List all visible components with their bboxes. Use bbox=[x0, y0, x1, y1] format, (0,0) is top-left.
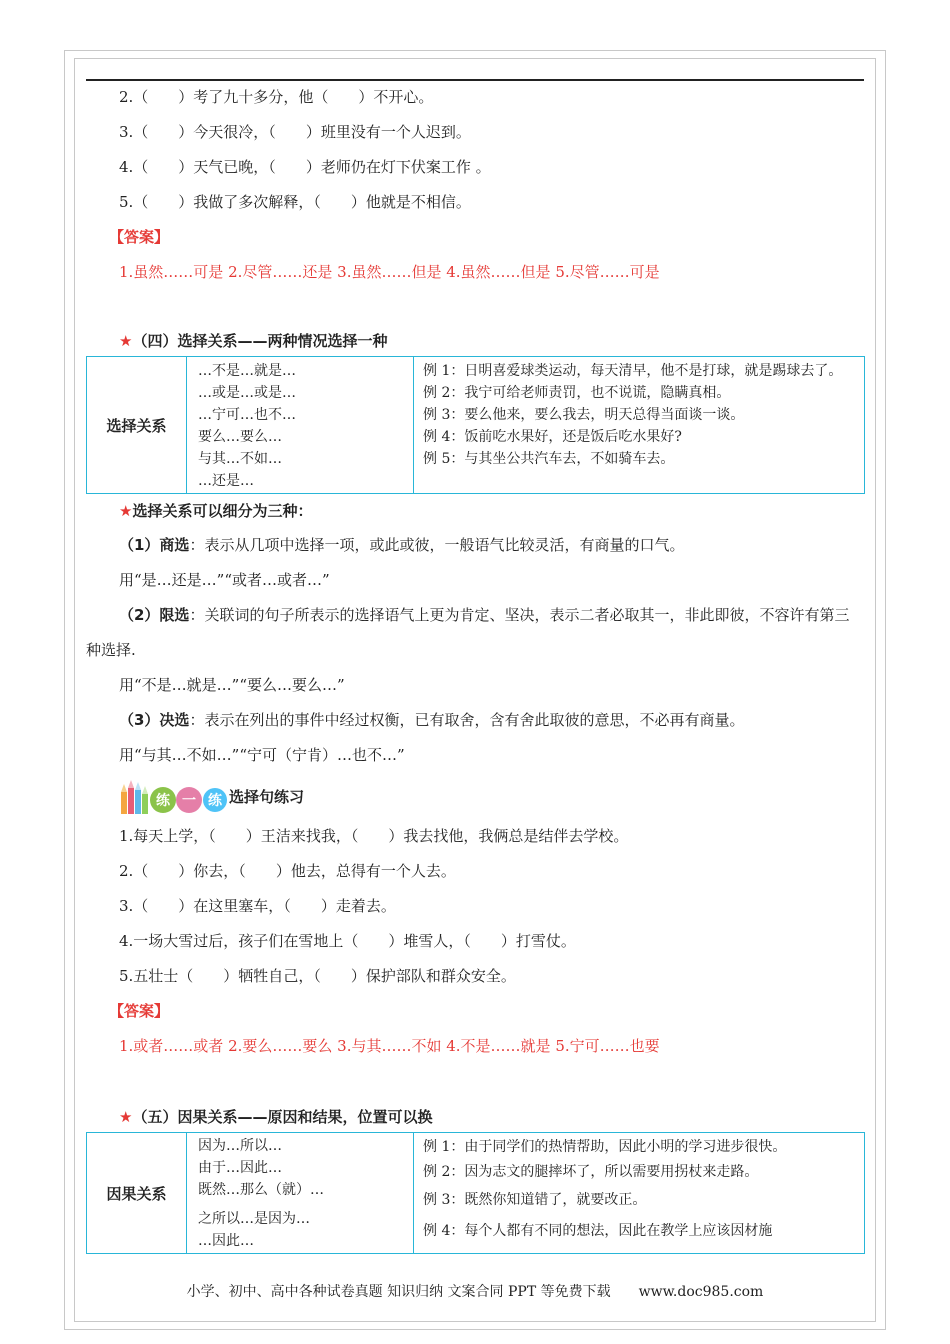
choice-type-desc: ：表示从几项中选择一项，或此或彼，一般语气比较灵活，有商量的口气。 bbox=[189, 536, 685, 554]
answer-text: 1.虽然……可是 2.尽管……还是 3.虽然……但是 4.虽然……但是 5.尽管……可是 bbox=[119, 263, 660, 281]
choice-type-head: （2）限选 bbox=[119, 606, 190, 624]
section-heading-text: （四）选择关系——两种情况选择一种 bbox=[132, 332, 388, 350]
pattern-cell bbox=[187, 357, 414, 494]
example-item: 例 1：由于同学们的热情帮助，因此小明的学习进步很快。 bbox=[423, 1139, 787, 1155]
exercise-item: 2.（ ）你去，（ ）他去，总得有一个人去。 bbox=[119, 862, 456, 880]
answer-label: 【答案】 bbox=[109, 228, 170, 246]
pattern-item: …或是…或是… bbox=[198, 385, 296, 401]
relation-label: 选择关系 bbox=[87, 357, 187, 494]
badge-char: 一 bbox=[182, 793, 196, 809]
example-item: 例 5：与其坐公共汽车去，不如骑车去。 bbox=[423, 451, 675, 467]
section-heading-text: （五）因果关系——原因和结果，位置可以换 bbox=[132, 1108, 433, 1126]
badge-char: 练 bbox=[156, 793, 170, 809]
choice-type-2 bbox=[86, 598, 864, 668]
pencil-cup-icon bbox=[121, 780, 148, 814]
pattern-item: 由于…因此… bbox=[198, 1160, 282, 1176]
answer-text: 1.或者……或者 2.要么……要么 3.与其……不如 4.不是……就是 5.宁可……也要 bbox=[119, 1037, 660, 1055]
example-item: 例 3：要么他来，要么我去，明天总得当面谈一谈。 bbox=[423, 407, 745, 423]
practice-title: 选择句练习 bbox=[229, 787, 305, 806]
exercise-item: 4.（ ）天气已晚，（ ）老师仍在灯下伏案工作 。 bbox=[119, 158, 491, 176]
pattern-item: …不是…就是… bbox=[198, 363, 296, 379]
pattern-item: …因此… bbox=[198, 1233, 254, 1249]
pattern-item: 既然…那么（就）… bbox=[198, 1182, 324, 1198]
practice-header bbox=[86, 773, 864, 819]
exercise-item: 3.（ ）今天很冷，（ ）班里没有一个人迟到。 bbox=[119, 123, 471, 141]
exercise-item: 5.五壮士（ ）牺牲自己，（ ）保护部队和群众安全。 bbox=[119, 967, 516, 985]
exercise-item: 5.（ ）我做了多次解释，（ ）他就是不相信。 bbox=[119, 193, 471, 211]
document-body bbox=[86, 80, 864, 1254]
pattern-cell bbox=[187, 1133, 414, 1254]
practice-badge bbox=[119, 776, 227, 816]
pattern-item: …还是… bbox=[198, 473, 254, 489]
pattern-item: …宁可…也不… bbox=[198, 407, 296, 423]
star-icon: ★ bbox=[119, 1108, 133, 1126]
pattern-item: 因为…所以… bbox=[198, 1138, 282, 1154]
section-heading-choice bbox=[86, 326, 864, 356]
choice-type-head: （1）商选 bbox=[119, 536, 190, 554]
choice-exercise-list bbox=[86, 819, 864, 994]
relation-label: 因果关系 bbox=[87, 1133, 187, 1254]
example-item: 例 4：每个人都有不同的想法，因此在教学上应该因材施 bbox=[423, 1223, 773, 1239]
subdivide-text: 选择关系可以细分为三种： bbox=[132, 502, 313, 520]
choice-type-desc: ：表示在列出的事件中经过权衡，已有取舍，含有舍此取彼的意思，不必再有商量。 bbox=[189, 711, 745, 729]
example-cell bbox=[414, 357, 865, 494]
example-item: 例 1：日明喜爱球类运动，每天清早，他不是打球，就是踢球去了。 bbox=[423, 363, 843, 379]
pattern-item: 要么…要么… bbox=[198, 429, 282, 445]
choice-type-3 bbox=[86, 703, 864, 738]
choice-type-usage: 用“是…还是…”“或者…或者…” bbox=[119, 571, 330, 589]
exercise-item: 1.每天上学，（ ）王洁来找我，（ ）我去找他，我俩总是结伴去学校。 bbox=[119, 827, 629, 845]
cause-relation-table bbox=[86, 1132, 865, 1254]
example-item: 例 3：既然你知道错了，就要改正。 bbox=[423, 1192, 647, 1208]
exercise-item: 4.一场大雪过后，孩子们在雪地上（ ）堆雪人，（ ）打雪仗。 bbox=[119, 932, 576, 950]
example-item: 例 2：我宁可给老师责罚，也不说谎，隐瞒真相。 bbox=[423, 385, 731, 401]
choice-relation-table bbox=[86, 356, 865, 494]
badge-char: 练 bbox=[208, 793, 222, 809]
star-icon: ★ bbox=[119, 502, 133, 520]
example-item: 例 4：饭前吃水果好，还是饭后吃水果好? bbox=[423, 429, 682, 445]
section-heading-cause bbox=[86, 1102, 864, 1132]
choice-type-usage: 用“不是…就是…”“要么…要么…” bbox=[119, 676, 345, 694]
choice-type-desc: ：关联词的句子所表示的选择语气上更为肯定、坚决，表示二者必取其一，非此即彼，不容许有第三种选择. bbox=[86, 606, 850, 659]
choice-type-usage: 用“与其…不如…”“宁可（宁肯）…也不…” bbox=[119, 746, 405, 764]
star-icon: ★ bbox=[119, 332, 133, 350]
answer-label: 【答案】 bbox=[109, 1002, 170, 1020]
page-footer: 小学、初中、高中各种试卷真题 知识归纳 文案合同 PPT 等免费下载 www.doc985.com bbox=[186, 1284, 764, 1300]
example-cell bbox=[414, 1133, 865, 1254]
choice-type-head: （3）决选 bbox=[119, 711, 190, 729]
choice-type-1 bbox=[86, 528, 864, 563]
example-item: 例 2：因为志文的腿摔坏了，所以需要用拐杖来走路。 bbox=[423, 1164, 759, 1180]
exercise-item: 3.（ ）在这里塞车，（ ）走着去。 bbox=[119, 897, 396, 915]
subdivide-heading bbox=[86, 494, 864, 528]
concession-exercise-list bbox=[86, 80, 864, 220]
exercise-item: 2.（ ）考了九十多分，他（ ）不开心。 bbox=[119, 88, 434, 106]
pattern-item: 与其…不如… bbox=[198, 451, 282, 467]
pattern-item: 之所以…是因为… bbox=[198, 1211, 310, 1227]
